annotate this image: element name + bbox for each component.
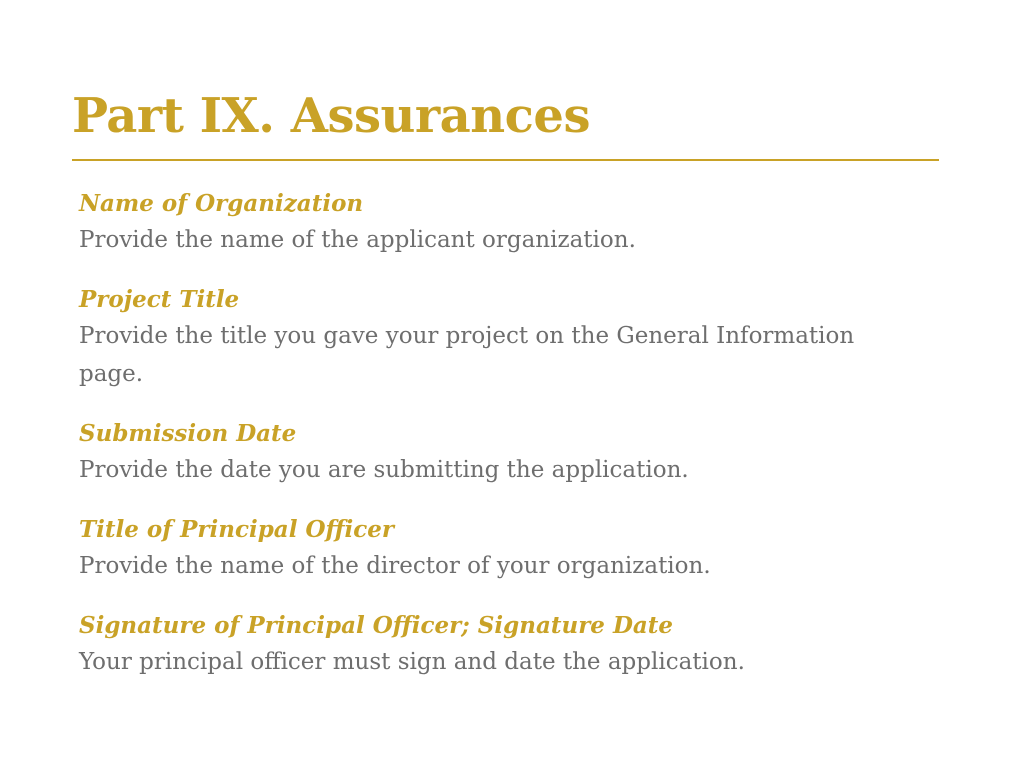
section-name-of-organization bbox=[79, 186, 959, 259]
section-heading: Signature of Principal Officer; Signature Date bbox=[79, 612, 674, 639]
section-description: Provide the title you gave your project on the General Information page. bbox=[79, 323, 855, 387]
section-description: Provide the name of the director of your organization. bbox=[79, 553, 711, 579]
section-submission-date bbox=[79, 416, 959, 489]
section-title-of-principal-officer bbox=[79, 512, 959, 585]
section-heading: Title of Principal Officer bbox=[79, 516, 394, 543]
slide-title: Part IX. Assurances bbox=[72, 88, 590, 144]
section-heading: Name of Organization bbox=[79, 190, 364, 217]
title-underline-divider bbox=[72, 159, 939, 161]
section-heading: Submission Date bbox=[79, 420, 297, 447]
section-description: Your principal officer must sign and date the application. bbox=[79, 649, 745, 675]
section-description: Provide the name of the applicant organization. bbox=[79, 227, 636, 253]
section-heading: Project Title bbox=[79, 286, 240, 313]
section-signature-of-principal-officer bbox=[79, 608, 959, 681]
section-project-title bbox=[79, 282, 959, 393]
assurances-list bbox=[79, 186, 959, 704]
section-description: Provide the date you are submitting the application. bbox=[79, 457, 689, 483]
